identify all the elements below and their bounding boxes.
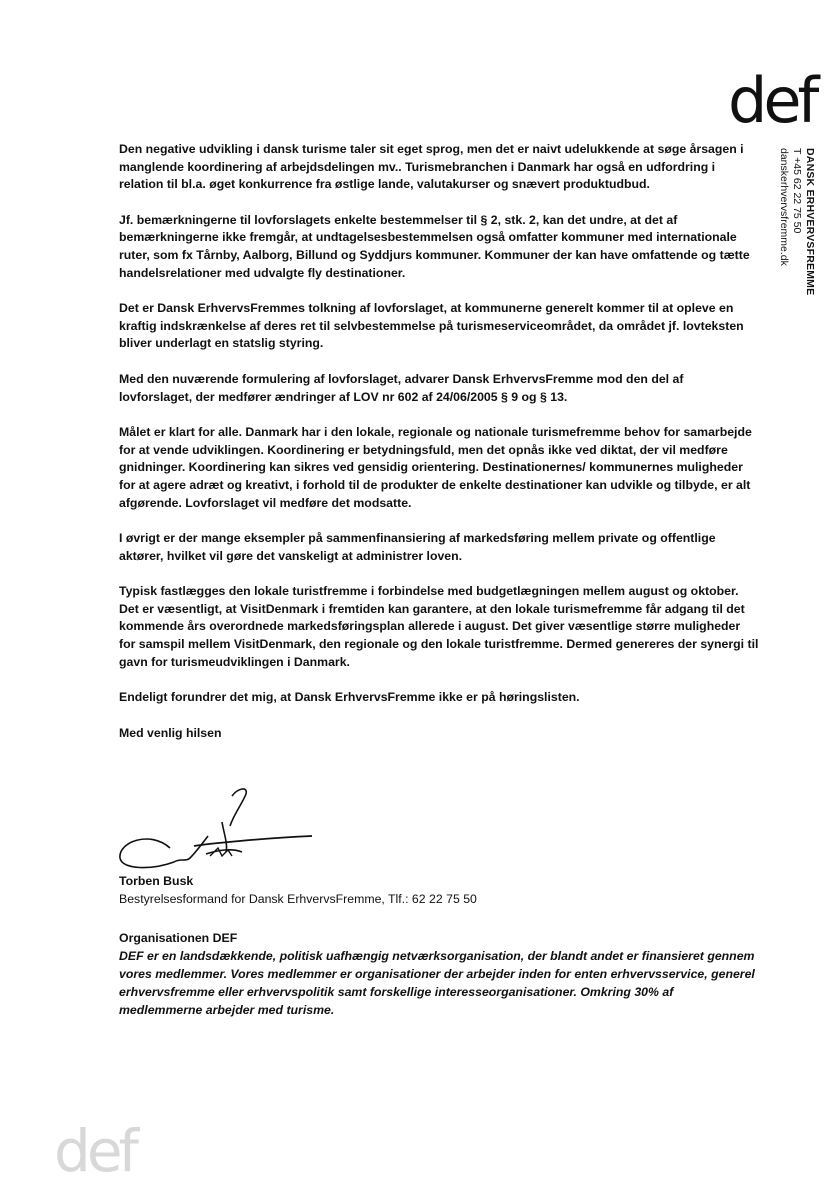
handwritten-signature bbox=[114, 778, 324, 878]
organisation-block bbox=[119, 929, 759, 1019]
organisation-description: DEF er en landsdækkende, politisk uafhængig netværksorganisation, der blandt andet er finansieret gennem vores medlemmer. Vores medlemmer er organisationer der arbejder inden for enten erhvervsservice, generel erhvervsfremme eller erhvervspolitik samt forskellige interesseorganisationer. Omkring 30% af medlemmerne arbejder med turisme. bbox=[119, 949, 755, 1017]
brand-name: DANSK ERHVERVSFREMME bbox=[804, 148, 816, 296]
letter-body bbox=[119, 141, 759, 760]
paragraph: Endeligt forundrer det mig, at Dansk ErhvervsFremme ikke er på høringslisten. bbox=[119, 690, 580, 705]
paragraph: I øvrigt er der mange eksempler på sammenfinansiering af markedsføring mellem private og offentlige aktører, hvilket vil gøre det vanskeligt at administrer loven. bbox=[119, 531, 716, 563]
paragraph: Jf. bemærkningerne til lovforslagets enkelte bestemmelser til § 2, stk. 2, kan det undre, at det af bemærkningerne ikke fremgår, at undtagelsesbestemmelsen også omfatter kommuner med internationale ruter, som fx Tårnby, Aalborg, Billund og Syddjurs kommuner. Kommuner der kan have omfattende og tætte handelsrelationer med udvalgte fly destinationer. bbox=[119, 212, 750, 280]
signer-title: Bestyrelsesformand for Dansk ErhvervsFremme, Tlf.: 62 22 75 50 bbox=[119, 892, 477, 906]
signer-block bbox=[119, 872, 759, 908]
def-logo-footer: def bbox=[54, 1117, 135, 1185]
sidebar-contact bbox=[777, 148, 816, 296]
paragraph: Målet er klart for alle. Danmark har i den lokale, regionale og nationale turismefremme behov for samarbejde for at vende udviklingen. Koordinering er betydningsfuld, men det opnås ikke ved diktat, der vil medføre gnidninger. Koordinering kan sikres ved gensidig orientering. Destinationernes/ kommunernes muligheder for at agere adræt og kreativt, i forhold til de produkter de enkelte destinationer kan udvikle og tilbyde, er alt afgørende. Lovforslaget vil medføre det modsatte. bbox=[119, 425, 752, 510]
paragraph: Det er Dansk ErhvervsFremmes tolkning af lovforslaget, at kommunerne generelt kommer til at opleve en kraftig indskrænkelse af deres ret til selvbestemmelse på turismeserviceområdet, da området jf. lovteksten bliver underlagt en statslig styring. bbox=[119, 301, 744, 351]
organisation-heading: Organisationen DEF bbox=[119, 931, 238, 945]
paragraph: Typisk fastlægges den lokale turistfremme i forbindelse med budgetlægningen mellem august og oktober. Det er væsentligt, at VisitDenmark i fremtiden kan garantere, at den lokale turismefremme får adgang til det kommende års overordnede markedsføringsplan allerede i august. Det giver væsentlige større muligheder for samspil mellem VisitDenmark, den regionale og den lokale turistfremme. Dermed genereres der synergi til gavn for turismeudviklingen i Danmark. bbox=[119, 584, 759, 669]
paragraph: Den negative udvikling i dansk turisme taler sit eget sprog, men det er naivt udelukkende at søge årsagen i manglende koordinering af arbejdsdelingen mv.. Turismebranchen i Danmark har også en udfordring i relation til bl.a. øget konkurrence fra østlige lande, valutakurser og snævert produktudbud. bbox=[119, 142, 744, 192]
paragraph: Med den nuværende formulering af lovforslaget, advarer Dansk ErhvervsFremme mod den del af lovforslaget, der medfører ændringer af LOV nr 602 af 24/06/2005 § 9 og § 13. bbox=[119, 371, 684, 404]
def-logo: def bbox=[728, 64, 816, 137]
closing: Med venlig hilsen bbox=[119, 725, 222, 740]
website-url: danskerhvervsfremme.dk bbox=[778, 148, 790, 266]
phone-number: T +45 62 22 75 50 bbox=[791, 148, 803, 234]
signer-name: Torben Busk bbox=[119, 874, 194, 888]
